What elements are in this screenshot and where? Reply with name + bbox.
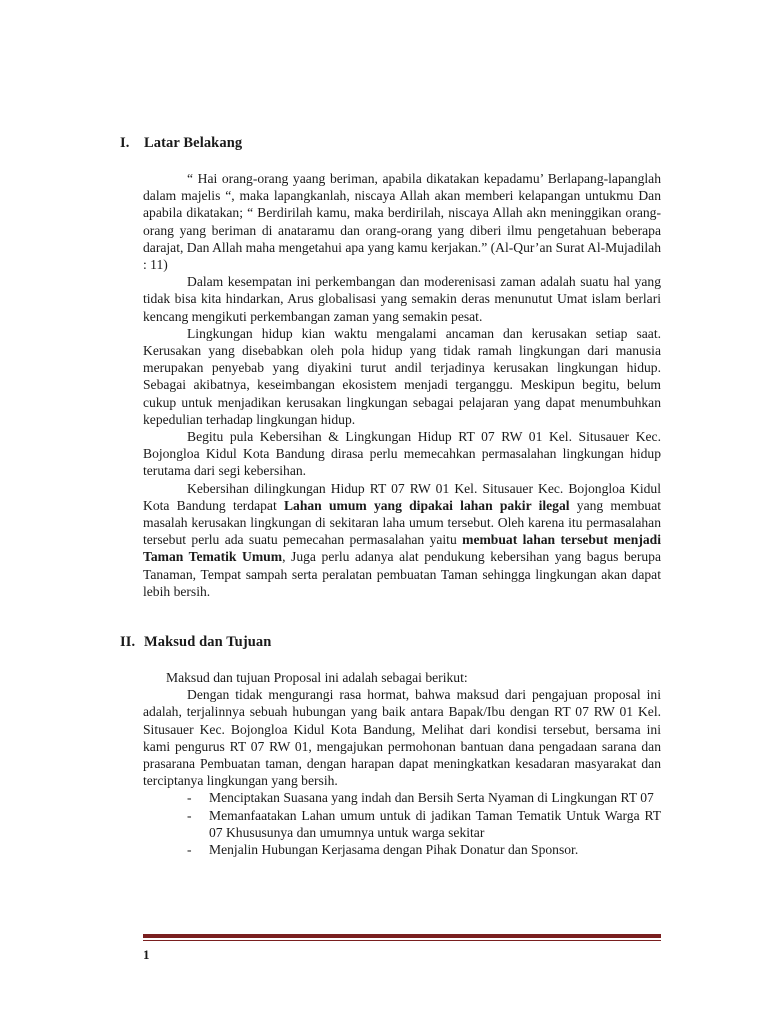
- section-number: I.: [120, 135, 130, 151]
- list-item: [143, 789, 661, 806]
- footer-rule-thick: [143, 934, 661, 938]
- goal-list: [143, 789, 661, 858]
- paragraph: Dalam kesempatan ini perkembangan dan moderenisasi zaman adalah suatu hal yang tidak bisa kita hindarkan, Arus globalisasi yang semakin deras menunutut Umat islam berlari kencang mengikuti perkembangan zaman yang semakin pesat.: [143, 274, 661, 324]
- page-number: 1: [143, 947, 150, 962]
- list-bullet: -: [187, 842, 192, 858]
- text-run: yang membuat masalah kerusakan lingkungan di sekitaran laha umum tersebut. Oleh karena itu permasalahan tersebut perlu ada suatu pemecahan permasalahan yaitu: [143, 497, 661, 548]
- paragraph: Begitu pula Kebersihan & Lingkungan Hidup RT 07 RW 01 Kel. Situsauer Kec. Bojongloa Kidul Kota Bandung dirasa perlu memecahkan permasalahan lingkungan hidup terutama dari segi kebersihan.: [143, 429, 661, 479]
- list-bullet: -: [187, 790, 192, 806]
- section-title: Maksud dan Tujuan: [144, 634, 272, 650]
- text-run: , Juga perlu adanya alat pendukung kebersihan yang bagus berupa Tanaman, Tempat sampah serta peralatan pembuatan Taman sehingga lingkungan akan dapat lebih bersih.: [143, 549, 661, 599]
- list-bullet: -: [187, 807, 192, 823]
- list-item-text: Menjalin Hubungan Kerjasama dengan Pihak Donatur dan Sponsor.: [209, 842, 579, 858]
- section-body-latar-belakang: [143, 170, 661, 600]
- paragraph: Lingkungan hidup kian waktu mengalami ancaman dan kerusakan setiap saat. Kerusakan yang disebabkan oleh pola hidup yang tidak ramah lingkungan dari manusia merupakan penyebab yang diyakini turut andil terjadinya kerusakan lingkungan hidup. Sebagai akibatnya, keseimbangan ekosistem menjadi terganggu. Meskipun begitu, belum cukup untuk menjadikan kerusakan lingkungan sebagai pelajaran yang dapat menumbuhkan kepedulian terhadap lingkungan hidup.: [143, 325, 661, 427]
- section-body-maksud-tujuan: [143, 669, 661, 858]
- paragraph-mixed: [143, 480, 661, 600]
- bold-text-run: Lahan umum yang dipakai lahan pakir ilegal: [283, 497, 570, 513]
- section-title: Latar Belakang: [144, 135, 243, 151]
- list-item: [143, 841, 661, 858]
- paragraph: Dengan tidak mengurangi rasa hormat, bahwa maksud dari pengajuan proposal ini adalah, terjalinnya sebuah hubungan yang baik antara Bapak/Ibu dengan RT 07 RW 01 Kel. Situsauer Kec. Bojongloa Kidul Kota Bandung, Melihat dari kondisi tersebut, bersama ini kami pengurus RT 07 RW 01, mengajukan permohonan bantuan dana pengadaan sarana dan prasarana Pembuatan taman, dengan harapan dapat meningkatkan kesadaran masyarakat dan terciptanya lingkungan yang bersih.: [143, 687, 661, 789]
- list-item-text: Menciptakan Suasana yang indah dan Bersih Serta Nyaman di Lingkungan RT 07: [209, 790, 654, 806]
- footer-rule-thin: [143, 940, 661, 941]
- text-run: Kebersihan dilingkungan Hidup RT 07 RW 01 Kel. Situsauer Kec. Bojongloa Kidul Kota Bandung terdapat: [143, 480, 661, 513]
- paragraph-intro: Maksud dan tujuan Proposal ini adalah sebagai berikut:: [166, 670, 468, 685]
- list-item: [143, 807, 661, 841]
- list-item-text: Memanfaatakan Lahan umum untuk di jadikan Taman Tematik Untuk Warga RT 07 Khususunya dan umumnya untuk warga sekitar: [209, 807, 661, 840]
- section-heading-maksud-tujuan: [120, 634, 271, 651]
- section-number: II.: [120, 634, 136, 650]
- paragraph-quote: “ Hai orang-orang yaang beriman, apabila dikatakan kepadamu’ Berlapang-lapanglah dalam majelis “, maka lapangkanlah, niscaya Allah akan memberi kelapangan untukmu Dan apabila dikatakan; “ Berdirilah kamu, maka berdirilah, niscaya Allah akn meninggikan orang-orang yang beriman di anataramu dan orang-orang yang diberi ilmu pengetahuan beberapa darajat, Dan Allah maha mengetahui apa yang kamu kerjakan.” (Al-Qur’an Surat Al-Mujadilah : 11): [143, 171, 662, 273]
- section-heading-latar-belakang: [120, 135, 242, 152]
- bold-text-run: membuat lahan tersebut menjadi Taman Tematik Umum: [143, 532, 661, 565]
